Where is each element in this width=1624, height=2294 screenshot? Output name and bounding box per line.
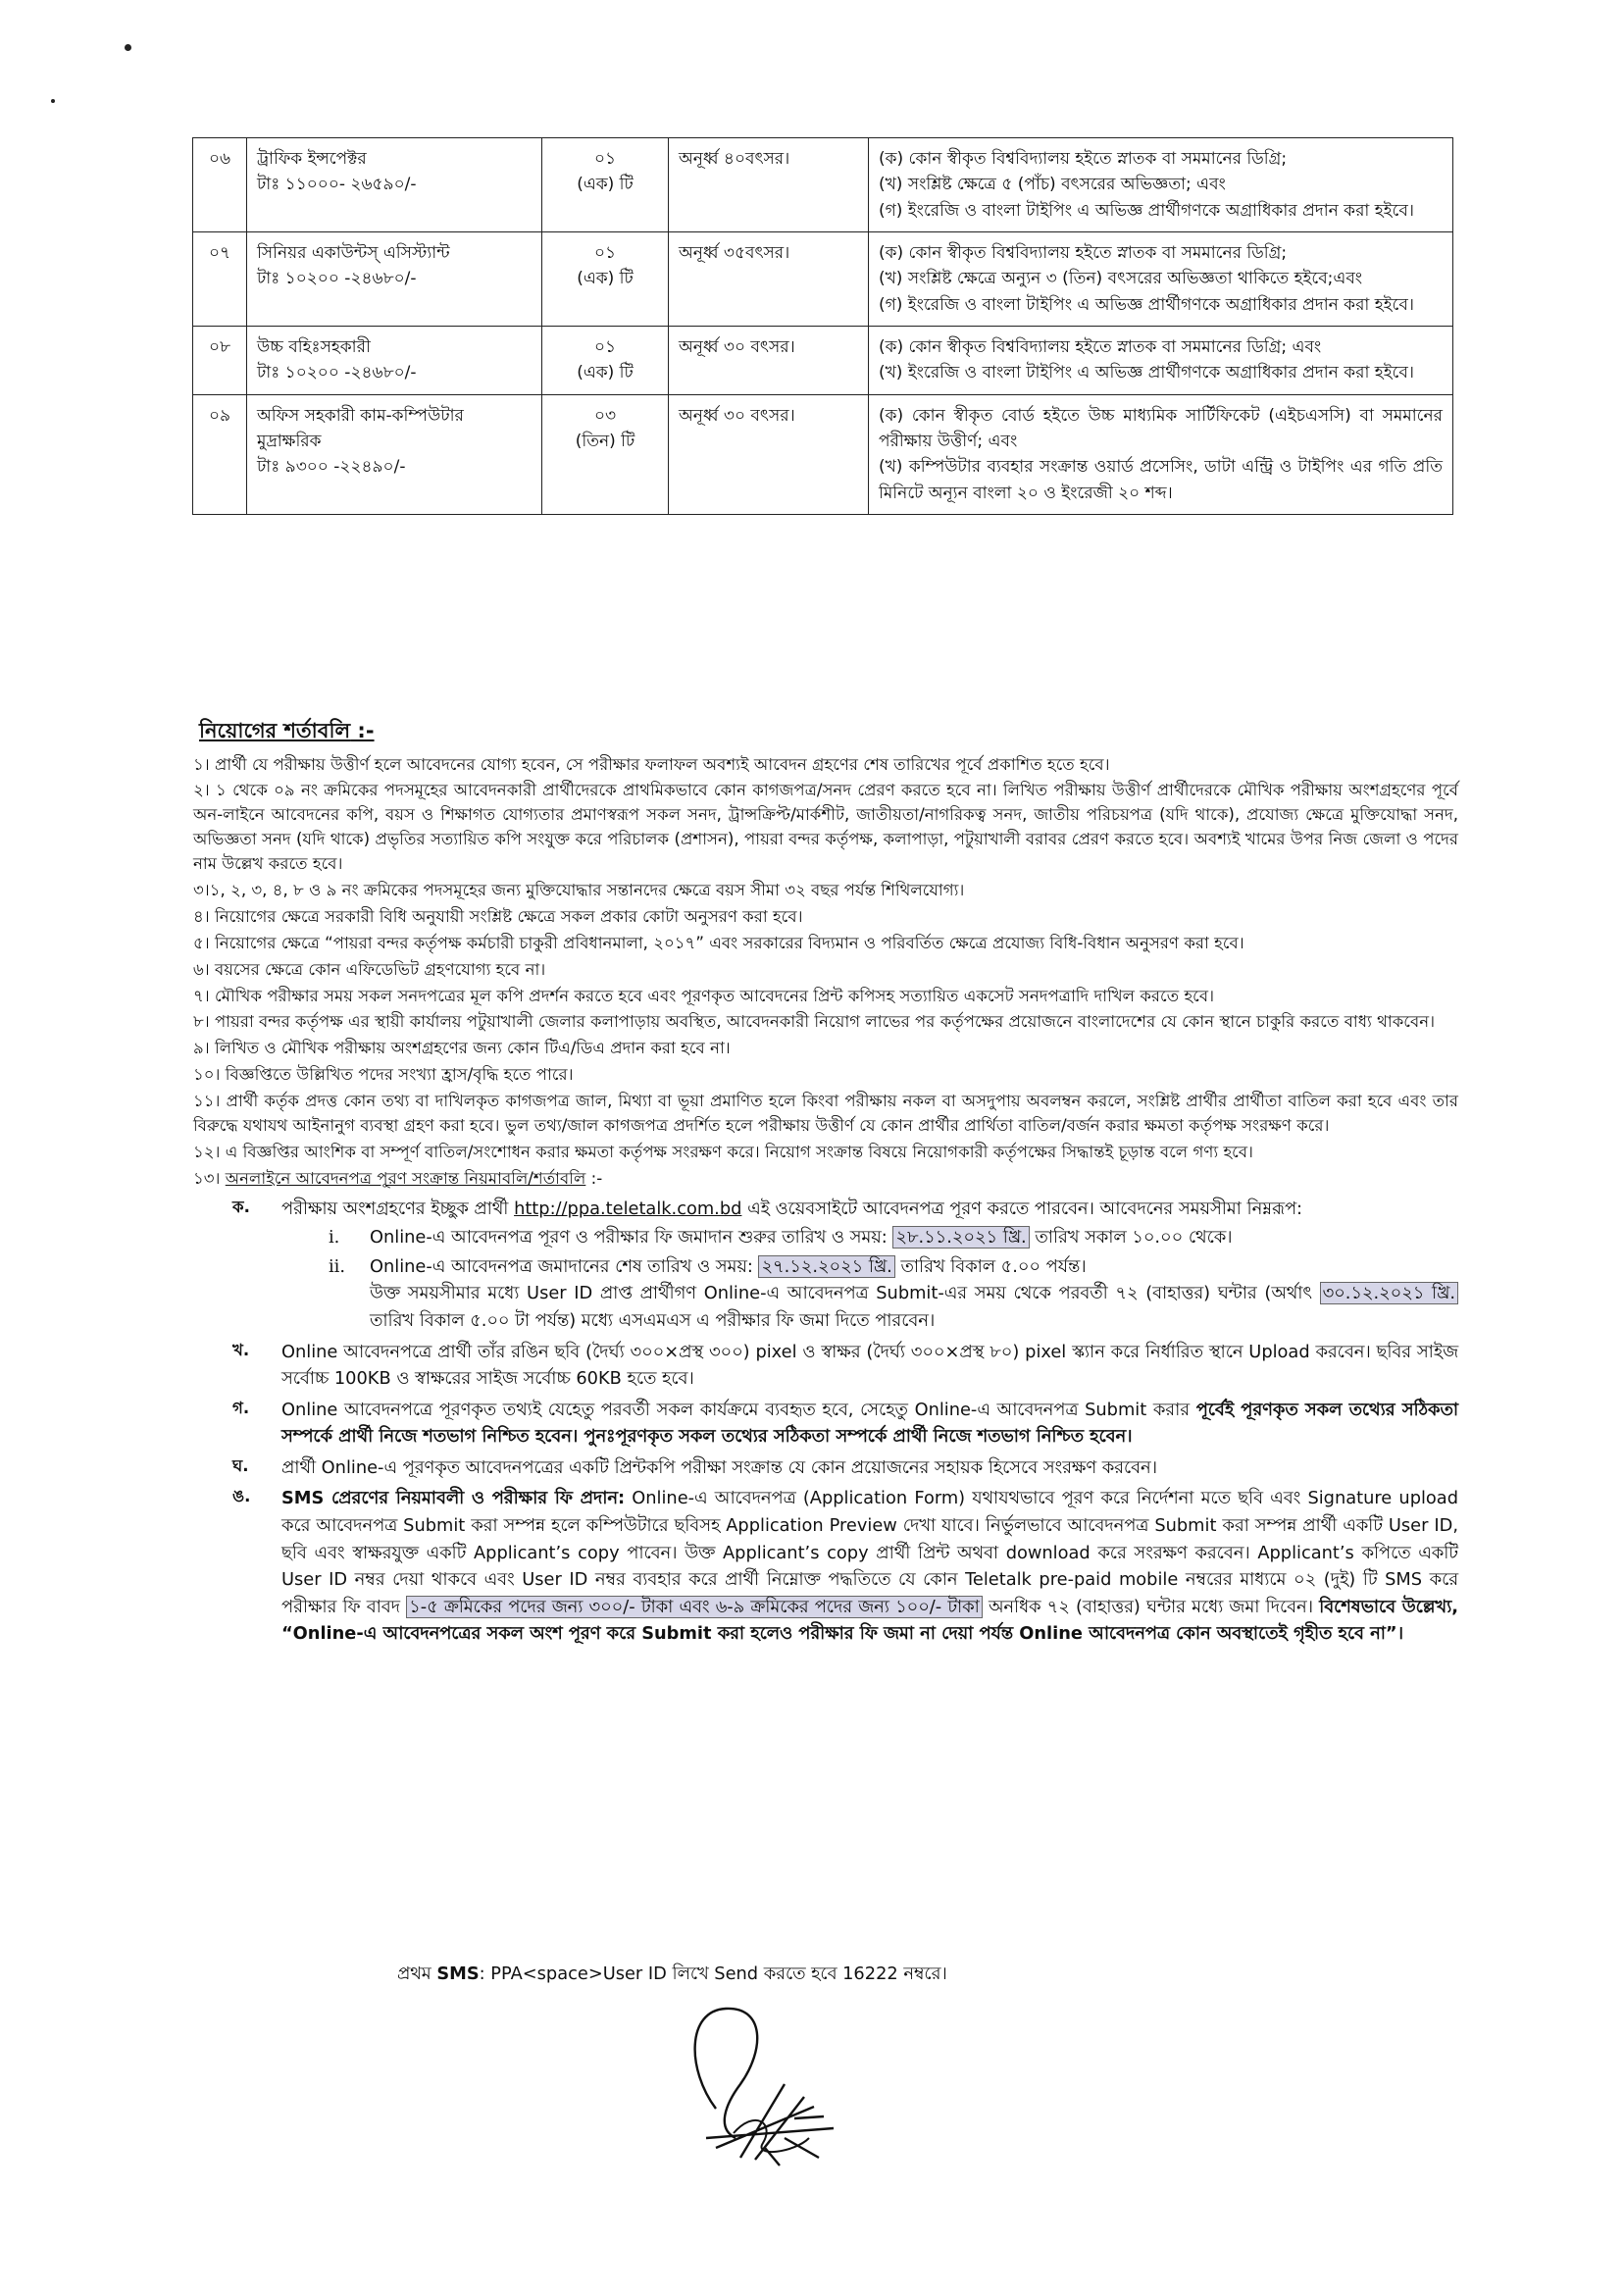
post-count: ০৩ (593, 405, 617, 426)
post-count-cell (542, 138, 669, 232)
post-name: ট্রাফিক ইন্সপেক্টর (257, 149, 367, 169)
qualification-line: (খ) সংশ্লিষ্ট ক্ষেত্রে ৫ (পাঁচ) বৎসরের অভিজ্ঞতা; এবং (879, 175, 1226, 195)
serial-cell: ০৭ (193, 232, 247, 327)
post-count-words: (তিন) টি (575, 432, 635, 452)
online-rule-ka (232, 1196, 1458, 1335)
rule-text: পরীক্ষায় অংশগ্রহণের ইচ্ছুক প্রার্থী (281, 1198, 515, 1219)
online-rule-gha (232, 1454, 1458, 1482)
handwritten-signature (647, 1991, 873, 2167)
post-count-words: (এক) টি (577, 363, 634, 383)
rule-bold-text: পূর্বেই পূরণকৃত সকল তথ্যের সঠিকতা সম্পর্কে প্রার্থী নিজে শতভাগ নিশ্চিত হবেন। পুনঃপূরণকৃত সকল তথ্যের সঠিকতা সম্পর্কে প্রার্থী নিজে শতভাগ নিশ্চিত হবেন। (281, 1399, 1458, 1448)
job-posts-table (192, 137, 1453, 515)
rule-text: অনধিক ৭২ (বাহাত্তর) ঘন্টার মধ্যে জমা দিবেন। (982, 1596, 1320, 1617)
qualification-cell (869, 138, 1453, 232)
rule-body (281, 1397, 1458, 1451)
qualification-line: (ক) কোন স্বীকৃত বিশ্ববিদ্যালয় হইতে স্নাতক বা সমমানের ডিগ্রি; (879, 243, 1288, 264)
table-row (193, 327, 1453, 395)
post-name: অফিস সহকারী কাম-কম্পিউটার মুদ্রাক্ষরিক (257, 405, 464, 452)
fee-deadline-part: উক্ত সময়সীমার মধ্যে User ID প্রাপ্ত প্রার্থীগণ Online-এ আবেদনপত্র Submit-এর সময় থেকে পরবর্তী ৭২ (বাহাত্তর) ঘন্টার (অর্থাৎ (370, 1283, 1320, 1304)
qualification-line: (ক) কোন স্বীকৃত বিশ্ববিদ্যালয় হইতে স্নাতক বা সমমানের ডিগ্রি; (879, 149, 1288, 169)
post-count: ০১ (593, 337, 617, 358)
rule-marker: ঙ. (232, 1487, 251, 1506)
terms-item: ৫। নিয়োগের ক্ষেত্রে “পায়রা বন্দর কর্তৃপক্ষ কর্মচারী চাকুরী প্রবিধানমালা, ২০১৭” এবং সরকারের বিদ্যমান ও পরিবর্তিত ক্ষেত্রে প্রযোজ্য বিধি-বিধান অনুসরণ করা হবে। (193, 933, 1244, 952)
fee-deadline-part: তারিখ বিকাল ৫.০০ টা পর্যন্ত) মধ্যে এসএমএস এ পরীক্ষার ফি জমা দিতে পারবেন। (370, 1309, 936, 1331)
serial-cell: ০৯ (193, 394, 247, 514)
terms-item: ৩।১, ২, ৩, ৪, ৮ ও ৯ নং ক্রমিকের পদসমূহের জন্য মুক্তিযোদ্ধার সন্তানদের ক্ষেত্রে বয়স সীমা ৩২ বছর পর্যন্ত শিথিলযোগ্য। (193, 880, 965, 899)
item13-suffix: :- (585, 1168, 603, 1188)
online-rule-ga (232, 1397, 1458, 1451)
scan-speck (51, 99, 55, 103)
qualification-line: (খ) কম্পিউটার ব্যবহার সংক্রান্ত ওয়ার্ড প্রসেসিং, ডাটা এন্ট্রি ও টাইপিং এর গতি প্রতি মিনিটে অন্যূন বাংলা ২০ ও ইংরেজী ২০ শব্দ। (879, 457, 1443, 503)
rule-marker: ঘ. (232, 1455, 249, 1475)
qualification-line: (ক) কোন স্বীকৃত বিশ্ববিদ্যালয় হইতে স্নাতক বা সমমানের ডিগ্রি; এবং (879, 337, 1322, 358)
schedule-label: Online-এ আবেদনপত্র জমাদানের শেষ তারিখ ও সময়: (370, 1255, 759, 1277)
item13-number: ১৩। (193, 1168, 226, 1188)
age-limit-cell: অনূর্ধ্ব ৪০বৎসর। (669, 138, 869, 232)
rule-body: Online আবেদনপত্রে প্রার্থী তাঁর রঙিন ছবি (দৈর্ঘ্য ৩০০×প্রস্থ ৩০০) pixel ও স্বাক্ষর (দৈর্ঘ্য ৩০০×প্রস্থ ৮০) pixel স্ক্যান করে নির্ধারিত স্থানে Upload করবেন। ছবির সাইজ সর্বোচ্চ 100KB ও স্বাক্ষরের সাইজ সর্বোচ্চ 60KB হতে হবে। (281, 1341, 1458, 1390)
qualification-line: (ক) কোন স্বীকৃত বোর্ড হইতে উচ্চ মাধ্যমিক সার্টিফিকেট (এইচএসসি) বা সমমানের পরীক্ষায় উত্তীর্ণ; এবং (879, 405, 1443, 452)
terms-item: ৮। পায়রা বন্দর কর্তৃপক্ষ এর স্থায়ী কার্যালয় পটুয়াখালী জেলার কলাপাড়ায় অবস্থিত, আবেদনকারী নিয়োগ লাভের পর কর্তৃপক্ষের প্রয়োজনে বাংলাদেশের যে কোন স্থানে চাকুরি করতে বাধ্য থাকবেন। (193, 1012, 1436, 1032)
rule-text: এই ওয়েবসাইটে আবেদনপত্র পূরণ করতে পারবেন। আবেদনের সময়সীমা নিম্নরূপ: (741, 1198, 1303, 1219)
qualification-line: (খ) সংশ্লিষ্ট ক্ষেত্রে অন্যুন ৩ (তিন) বৎসরের অভিজ্ঞতা থাকিতে হইবে;এবং (879, 269, 1363, 289)
post-count-cell (542, 327, 669, 395)
table-row (193, 232, 1453, 327)
terms-item: ৭। মৌখিক পরীক্ষার সময় সকল সনদপত্রের মূল কপি প্রদর্শন করতে হবে এবং পূরণকৃত আবেদনের প্রিন্ট কপিসহ সত্যায়িত একসেট সনদপত্রাদি দাখিল করতে হবে। (193, 986, 1215, 1005)
first-sms-instruction (397, 1960, 947, 1990)
terms-heading-text: নিয়োগের শর্তাবলি (199, 719, 351, 742)
rule-text: Online-এ আবেদনপত্র (Application Form) যথাযথভাবে পূরণ করে নির্দেশনা মতে ছবি এবং Signature upload করে আবেদনপত্র Submit করা সম্পন্ন হলে কম্পিউটারে ছবিসহ Application Preview দেখা যাবে। নির্ভুলভাবে আবেদনপত্র Submit করা সম্পন্ন প্রার্থী একটি User ID, ছবি এবং স্বাক্ষরযুক্ত একটি Applicant’s copy পাবেন। উক্ত Applicant’s copy প্রার্থী প্রিন্ট অথবা download করে সংরক্ষণ করবেন। Applicant’s কপিতে একটি User ID নম্বর দেয়া থাকবে এবং User ID নম্বর ব্যবহার করে প্রার্থী নিম্নোক্ত পদ্ধতিতে যে কোন Teletalk pre-paid mobile নম্বরের মাধ্যমে ০২ (দুই) টি SMS করে পরীক্ষার ফি বাবদ (281, 1488, 1458, 1617)
special-note: বিশেষভাবে উল্লেখ্য, “Online-এ আবেদনপত্রের সকল অংশ পূরণ করে Submit করা হলেও পরীক্ষার ফি জমা না দেয়া পর্যন্ত Online আবেদনপত্র কোন অবস্থাতেই গৃহীত হবে না”। (281, 1596, 1458, 1645)
end-date-highlight: ২৭.১২.২০২১ খ্রি. (758, 1255, 894, 1278)
roman-marker: ii. (329, 1255, 346, 1277)
age-limit-cell: অনূর্ধ্ব ৩৫বৎসর। (669, 232, 869, 327)
schedule-item-end (329, 1253, 1458, 1281)
schedule-label: Online-এ আবেদনপত্র পূরণ ও পরীক্ষার ফি জমাদান শুরুর তারিখ ও সময়: (370, 1227, 893, 1249)
online-rule-kha (232, 1339, 1458, 1393)
start-date-highlight: ২৮.১১.২০২১ খ্রি. (892, 1226, 1029, 1249)
sms-rules-lead: SMS প্রেরণের নিয়মাবলী ও পরীক্ষার ফি প্রদান: (281, 1488, 626, 1509)
post-count-cell (542, 394, 669, 514)
post-count-words: (এক) টি (577, 269, 634, 289)
terms-heading-suffix: :- (350, 719, 375, 742)
post-scale: টাঃ ১১০০০- ২৬৫৯০/- (257, 175, 417, 195)
rule-marker: ক. (232, 1197, 250, 1216)
fee-amount-highlight: ১-৫ ক্রমিকের পদের জন্য ৩০০/- টাকা এবং ৬-৯ ক্রমিকের পদের জন্য ১০০/- টাকা (406, 1596, 983, 1618)
rule-marker: খ. (232, 1340, 250, 1359)
post-cell (247, 327, 542, 395)
first-sms-text: : PPA<space>User ID লিখে Send করতে হবে 16222 নম্বরে। (479, 1963, 947, 1984)
terms-item-13 (193, 1167, 1458, 1192)
post-scale: টাঃ ১০২০০ -২৪৬৮০/- (257, 269, 417, 289)
qualification-line: (খ) ইংরেজি ও বাংলা টাইপিং এ অভিজ্ঞ প্রার্থীগণকে অগ্রাধিকার প্রদান করা হইবে। (879, 363, 1414, 383)
qualification-cell (869, 394, 1453, 514)
serial-cell: ০৬ (193, 138, 247, 232)
post-scale: টাঃ ৯৩০০ -২২৪৯০/- (257, 457, 406, 478)
rule-text: Online আবেদনপত্রে পূরণকৃত তথ্যই যেহেতু পরবর্তী সকল কার্যক্রমে ব্যবহৃত হবে, সেহেতু Online-এ আবেদনপত্র Submit করার (281, 1399, 1196, 1420)
rule-body: প্রার্থী Online-এ পূরণকৃত আবেদনপত্রের একটি প্রিন্টকপি পরীক্ষা সংক্রান্ত যে কোন প্রয়োজনের সহায়ক হিসেবে সংরক্ষণ করবেন। (281, 1456, 1157, 1478)
schedule-time: তারিখ সকাল ১০.০০ থেকে। (1029, 1227, 1233, 1249)
post-cell (247, 394, 542, 514)
terms-item: ৪। নিয়োগের ক্ষেত্রে সরকারী বিধি অনুযায়ী সংশ্লিষ্ট ক্ষেত্রে সকল প্রকার কোটা অনুসরণ করা হবে। (193, 906, 803, 926)
terms-item: ১০। বিজ্ঞপ্তিতে উল্লিখিত পদের সংখ্যা হ্রাস/বৃদ্ধি হতে পারে। (193, 1065, 574, 1085)
table-row (193, 138, 1453, 232)
qualification-line: (গ) ইংরেজি ও বাংলা টাইপিং এ অভিজ্ঞ প্রার্থীগণকে অগ্রাধিকার প্রদান করা হইবে। (879, 294, 1414, 315)
rule-body (281, 1485, 1458, 1647)
terms-item: ৬। বয়সের ক্ষেত্রে কোন এফিডেভিট গ্রহণযোগ্য হবে না। (193, 959, 546, 979)
schedule-item-start (329, 1224, 1458, 1251)
post-name: সিনিয়র একাউন্টস্ এসিস্ট্যান্ট (257, 243, 450, 264)
post-cell (247, 232, 542, 327)
rule-body (281, 1196, 1458, 1335)
terms-item: ১১। প্রার্থী কর্তৃক প্রদত্ত কোন তথ্য বা দাখিলকৃত কাগজপত্র জাল, মিথ্যা বা ভূয়া প্রমাণিত হলে কিংবা পরীক্ষায় নকল বা অসদুপায় অবলম্বন করলে, সংশ্লিষ্ট প্রার্থীর প্রার্থীতা বাতিল করা হবে এবং তার বিরুদ্ধে যথাযথ আইনানুগ ব্যবস্থা গ্রহণ করা হবে। ভুল তথ্য/জাল কাগজপত্র প্রদর্শিত হলে পরীক্ষায় উত্তীর্ণ যে কোন প্রার্থীর প্রার্থিতা বাতিল/বর্জন করার ক্ষমতা কর্তৃপক্ষ সংরক্ষণ করে। (193, 1092, 1458, 1135)
first-sms-prefix: প্রথম (397, 1963, 437, 1984)
post-name: উচ্চ বহিঃসহকারী (257, 337, 371, 358)
qualification-line: (গ) ইংরেজি ও বাংলা টাইপিং এ অভিজ্ঞ প্রার্থীগণকে অগ্রাধিকার প্রদান করা হইবে। (879, 200, 1414, 221)
table-row (193, 394, 1453, 514)
serial-cell: ০৮ (193, 327, 247, 395)
post-count-cell (542, 232, 669, 327)
terms-item: ১। প্রার্থী যে পরীক্ষায় উত্তীর্ণ হলে আবেদনের যোগ্য হবেন, সে পরীক্ষার ফলাফল অবশ্যই আবেদন গ্রহণের শেষ তারিখের পূর্বে প্রকাশিত হতে হবে। (193, 754, 1110, 774)
age-limit-cell: অনূর্ধ্ব ৩০ বৎসর। (669, 394, 869, 514)
qualification-cell (869, 327, 1453, 395)
application-website-link[interactable]: http://ppa.teletalk.com.bd (514, 1198, 742, 1219)
schedule-text (370, 1253, 1458, 1281)
scan-speck (125, 44, 131, 51)
terms-item: ১২। এ বিজ্ঞপ্তির আংশিক বা সম্পূর্ণ বাতিল/সংশোধন করার ক্ষমতা কর্তৃপক্ষ সংরক্ষণ করে। নিয়োগ সংক্রান্ত বিষয়ে নিয়োগকারী কর্তৃপক্ষের সিদ্ধান্তই চূড়ান্ত বলে গণ্য হবে। (193, 1142, 1253, 1161)
schedule-time: তারিখ বিকাল ৫.০০ পর্যন্ত। (894, 1255, 1087, 1277)
post-count-words: (এক) টি (577, 175, 634, 195)
schedule-text (370, 1224, 1458, 1251)
qualification-cell (869, 232, 1453, 327)
rule-marker: গ. (232, 1398, 250, 1417)
post-count: ০১ (593, 149, 617, 169)
post-cell (247, 138, 542, 232)
post-count: ০১ (593, 243, 617, 264)
online-rule-uma (232, 1485, 1458, 1647)
age-limit-cell: অনূর্ধ্ব ৩০ বৎসর। (669, 327, 869, 395)
terms-heading (199, 716, 1458, 747)
roman-marker: i. (329, 1227, 340, 1249)
online-rules-heading: অনলাইনে আবেদনপত্র পূরণ সংক্রান্ত নিয়মাবলি/শর্তাবলি (225, 1168, 586, 1188)
terms-item: ৯। লিখিত ও মৌখিক পরীক্ষায় অংশগ্রহণের জন্য কোন টিএ/ডিএ প্রদান করা হবে না। (193, 1039, 731, 1058)
first-sms-label: SMS (436, 1963, 480, 1984)
post-scale: টাঃ ১০২০০ -২৪৬৮০/- (257, 363, 417, 383)
terms-section (193, 716, 1458, 1652)
fee-deadline-date-highlight: ৩০.১২.২০২১ খ্রি. (1320, 1282, 1458, 1304)
terms-item: ২। ১ থেকে ০৯ নং ক্রমিকের পদসমূহের আবেদনকারী প্রার্থীদেরকে প্রাথমিকভাবে কোন কাগজপত্র/সনদ প্রেরণ করতে হবে না। লিখিত পরীক্ষায় উত্তীর্ণ প্রার্থীদেরকে মৌখিক পরীক্ষায় অংশগ্রহণের পূর্বে অন-লাইনে আবেদনের কপি, বয়স ও শিক্ষাগত যোগ্যতার প্রমাণস্বরূপ সকল সনদ, ট্রান্সক্রিপ্ট/মার্কশীট, জাতীয়তা/নাগরিকত্ব সনদ, জাতীয় পরিচয়পত্র (যদি থাকে), প্রযোজ্য ক্ষেত্রে মুক্তিযোদ্ধা সনদ, অভিজ্ঞতা সনদ (যদি থাকে) প্রভৃতির সত্যায়িত কপি সংযুক্ত করে পরিচালক (প্রশাসন), পায়রা বন্দর কর্তৃপক্ষ, কলাপাড়া, পটুয়াখালী বরাবর প্রেরণ করতে হবে। অবশ্যই খামের উপর নিজ জেলা ও পদের নাম উল্লেখ করতে হবে। (193, 781, 1458, 874)
fee-deadline-text (370, 1280, 1458, 1334)
